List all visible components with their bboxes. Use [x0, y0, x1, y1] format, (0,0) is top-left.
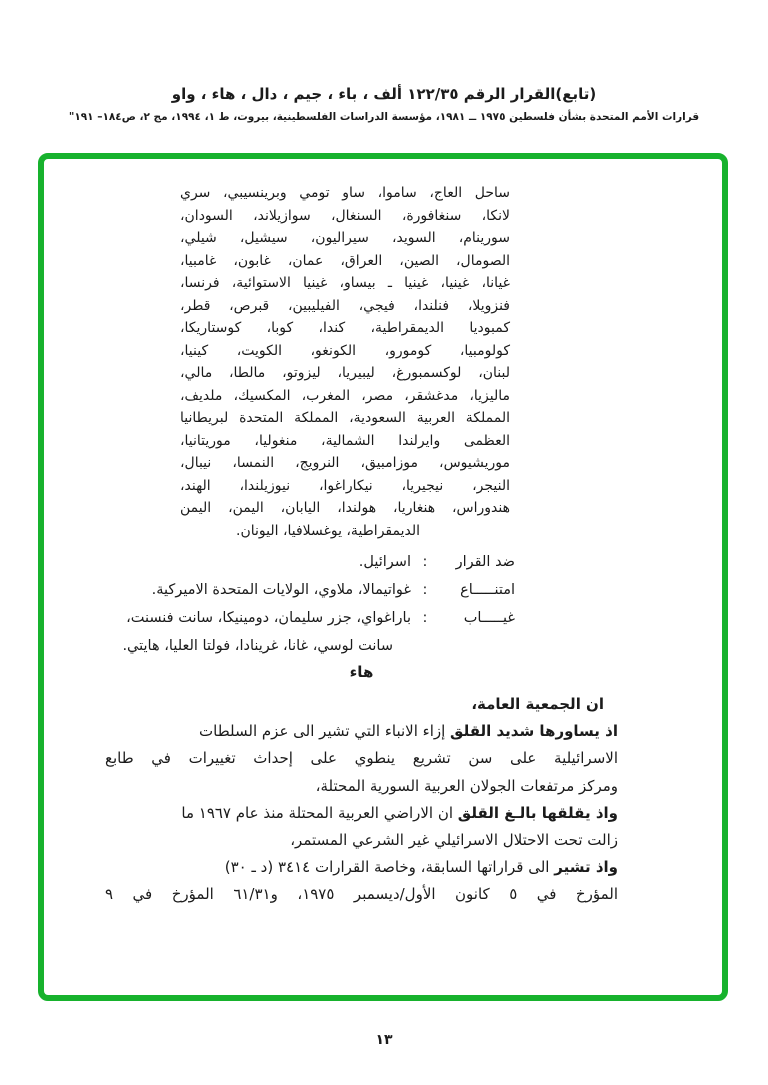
country-list-line: موريشيوس، موزامبيق، النرويج، النمسا، نيبال، [180, 455, 510, 471]
body-text-line: زالت تحت الاحتلال الاسرائيلي غير الشرعي المستمر، [290, 831, 618, 850]
country-list-line: لانكا، سنغافورة، السنغال، سوازيلاند، السودان، [180, 207, 510, 224]
country-list-line: غيانا، غينيا، غينيا ـ بيساو، غينيا الاستوائية، فرنسا، [180, 275, 510, 291]
body-text-line: ان الجمعية العامة، [471, 695, 604, 713]
vote-colon: : [422, 582, 428, 598]
body-text-line: اذ يساورها شديد القلق إزاء الانباء التي تشير الى عزم السلطات [199, 722, 618, 741]
country-list-line: الديمقراطية، يوغسلافيا، اليونان. [236, 522, 420, 539]
vote-abstain-value: غواتيمالا، ملاوي، الولايات المتحدة الاميركية. [151, 582, 411, 598]
country-list-line: ساحل العاج، ساموا، ساو تومي وبرينسيبي، سري [180, 185, 510, 201]
vote-absent-row [115, 604, 515, 632]
country-list-line: النيجر، نيجيريا، نيكاراغوا، نيوزيلندا، الهند، [180, 477, 510, 494]
vote-colon: : [422, 554, 428, 570]
country-list-line: كولومبيا، كومورو، الكونغو، الكويت، كينيا، [180, 342, 510, 359]
page-header-title: (تابع)القرار الرقم ١٢٢/٣٥ ألف ، باء ، جيم ، دال ، هاء ، واو [171, 85, 597, 103]
country-list-line: الصومال، الصين، العراق، عمان، غابون، غامبيا، [180, 252, 510, 269]
body-text-line: ومركز مرتفعات الجولان العربية السورية المحتلة، [315, 776, 618, 795]
country-list-line: العظمى وايرلندا الشمالية، منغوليا، موريتانيا، [180, 432, 510, 449]
vote-against-label: ضد القرار [455, 554, 515, 570]
country-list-line: المملكة العربية السعودية، المملكة المتحدة لبريطانيا [180, 410, 510, 426]
country-list-line: كمبوديا الديمقراطية، كندا، كوبا، كوستاريكا، [180, 320, 510, 336]
resolution-body-paragraphs [105, 691, 618, 909]
country-list-line: لبنان، لوكسمبورغ، ليبيريا، ليزوتو، مالطا، مالي، [180, 365, 510, 381]
country-list-line: سورينام، السويد، سيراليون، سيشيل، شيلي، [180, 230, 510, 246]
voting-results [115, 548, 515, 660]
vote-against-row [115, 548, 515, 576]
page-number: ١٣ [375, 1032, 393, 1048]
vote-absent-label: غيـــــاب [463, 610, 515, 626]
vote-colon: : [422, 610, 428, 626]
vote-absent-value-line2: سانت لوسي، غانا، غرينادا، فولتا العليا، هايتي. [122, 638, 393, 654]
country-list-line: ماليزيا، مدغشقر، مصر، المغرب، المكسيك، ملديف، [180, 387, 510, 404]
vote-abstain-row [115, 576, 515, 604]
vote-absent-value-line1: باراغواي، جزر سليمان، دومينيكا، سانت فنسنت، [126, 610, 411, 626]
section-heading-haa: هاء [349, 663, 374, 681]
in-favour-country-list [180, 182, 510, 542]
body-text-line: الاسرائيلية على سن تشريع ينطوي على إحداث تغييرات في طابع [105, 749, 618, 768]
body-text-line: واذ يقلقها بالـغ القلق ان الاراضي العربية المحتلة منذ عام ١٩٦٧ ما [181, 803, 618, 822]
country-list-line: هندوراس، هنغاريا، هولندا، اليابان، اليمن، اليمن [180, 500, 510, 516]
body-text-line: واذ تشير الى قراراتها السابقة، وخاصة القرارات ٣٤١٤ (د ـ ٣٠) [224, 858, 618, 877]
vote-abstain-label: امتنـــــاع [460, 582, 515, 598]
country-list-line: فنزويلا، فنلندا، فيجي، الفيليبين، قبرص، قطر، [180, 297, 510, 314]
vote-against-value: اسرائيل. [358, 554, 411, 570]
page-header-source: قرارات الأمم المتحدة بشأن فلسطين ١٩٧٥ ــ ١٩٨١، مؤسسة الدراسات الفلسطينية، بيروت، ط ١، ١٩٩٤، مج ٢، ص١٨٤– ١٩١" [68, 111, 700, 123]
body-text-line: المؤرخ في ٥ كانون الأول/ديسمبر ١٩٧٥، و٦١/٣١ المؤرخ في ٩ [105, 885, 619, 904]
